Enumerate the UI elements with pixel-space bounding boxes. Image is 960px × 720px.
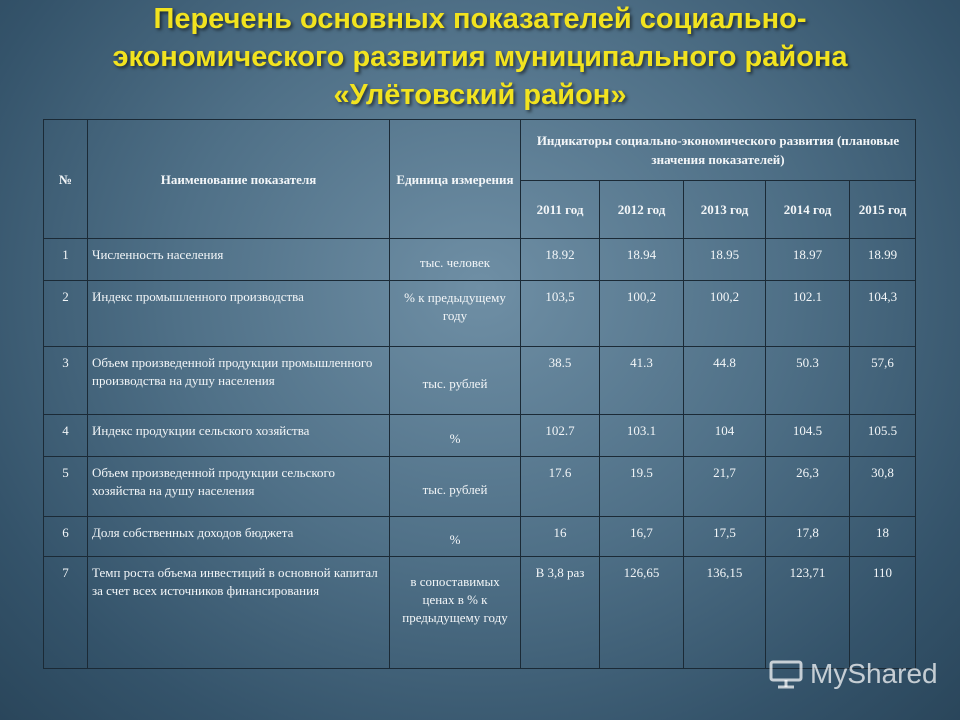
row-value: 38.5 (521, 347, 600, 415)
row-value: 126,65 (600, 557, 684, 669)
indicators-table (43, 119, 916, 669)
row-value: 18.92 (521, 239, 600, 281)
title-line-2: экономического развития муниципального района (112, 41, 848, 73)
row-value: 50.3 (766, 347, 850, 415)
header-year-2013: 2013 год (684, 181, 766, 239)
header-year-2012: 2012 год (600, 181, 684, 239)
row-unit: % к предыдущему году (390, 281, 521, 347)
row-value: 16 (521, 517, 600, 557)
table-row (44, 415, 916, 457)
row-value: 103,5 (521, 281, 600, 347)
row-value: 103.1 (600, 415, 684, 457)
header-year-2011: 2011 год (521, 181, 600, 239)
row-value: 57,6 (850, 347, 916, 415)
watermark-text: MyShared (810, 658, 938, 689)
row-value: В 3,8 раз (521, 557, 600, 669)
row-name: Индекс промышленного производства (88, 281, 390, 347)
table-row (44, 517, 916, 557)
row-name: Темп роста объема инвестиций в основной капитал за счет всех источников финансирования (88, 557, 390, 669)
row-value: 18.94 (600, 239, 684, 281)
row-value: 18.95 (684, 239, 766, 281)
row-value: 100,2 (600, 281, 684, 347)
row-value: 17,8 (766, 517, 850, 557)
table-row (44, 281, 916, 347)
row-value: 102.1 (766, 281, 850, 347)
row-value: 105.5 (850, 415, 916, 457)
row-value: 18.99 (850, 239, 916, 281)
row-unit: тыс. рублей (390, 347, 521, 415)
row-value: 104 (684, 415, 766, 457)
row-value: 16,7 (600, 517, 684, 557)
row-num: 1 (44, 239, 88, 281)
row-name: Индекс продукции сельского хозяйства (88, 415, 390, 457)
table-row (44, 239, 916, 281)
row-value: 18.97 (766, 239, 850, 281)
row-num: 5 (44, 457, 88, 517)
row-value: 44.8 (684, 347, 766, 415)
row-num: 3 (44, 347, 88, 415)
header-year-2015: 2015 год (850, 181, 916, 239)
row-unit: % (390, 517, 521, 557)
title-line-3: «Улётовский район» (333, 79, 627, 111)
row-value: 26,3 (766, 457, 850, 517)
row-value: 18 (850, 517, 916, 557)
row-value: 104,3 (850, 281, 916, 347)
table-row (44, 457, 916, 517)
row-unit: тыс. рублей (390, 457, 521, 517)
slide-title (0, 0, 960, 114)
row-num: 4 (44, 415, 88, 457)
row-value: 17,5 (684, 517, 766, 557)
row-value: 17.6 (521, 457, 600, 517)
row-name: Объем произведенной продукции сельского хозяйства на душу населения (88, 457, 390, 517)
row-value: 21,7 (684, 457, 766, 517)
header-num: № (44, 120, 88, 239)
presentation-board-icon (768, 659, 804, 689)
row-num: 7 (44, 557, 88, 669)
row-value: 41.3 (600, 347, 684, 415)
row-value: 30,8 (850, 457, 916, 517)
row-value: 102.7 (521, 415, 600, 457)
header-unit: Единица измерения (390, 120, 521, 239)
table-row (44, 347, 916, 415)
row-num: 2 (44, 281, 88, 347)
row-value: 123,71 (766, 557, 850, 669)
watermark (768, 656, 938, 692)
row-value: 136,15 (684, 557, 766, 669)
header-name: Наименование показателя (88, 120, 390, 239)
table-row (44, 557, 916, 669)
row-name: Объем произведенной продукции промышленного производства на душу населения (88, 347, 390, 415)
row-value: 110 (850, 557, 916, 669)
row-value: 19.5 (600, 457, 684, 517)
row-name: Доля собственных доходов бюджета (88, 517, 390, 557)
header-indicators: Индикаторы социально-экономического развития (плановые значения показателей) (521, 120, 916, 181)
row-unit: тыс. человек (390, 239, 521, 281)
header-year-2014: 2014 год (766, 181, 850, 239)
title-line-1: Перечень основных показателей социально- (153, 3, 807, 35)
row-name: Численность населения (88, 239, 390, 281)
row-value: 100,2 (684, 281, 766, 347)
row-unit: % (390, 415, 521, 457)
row-value: 104.5 (766, 415, 850, 457)
row-unit: в сопоставимых ценах в % к предыдущему году (390, 557, 521, 669)
row-num: 6 (44, 517, 88, 557)
